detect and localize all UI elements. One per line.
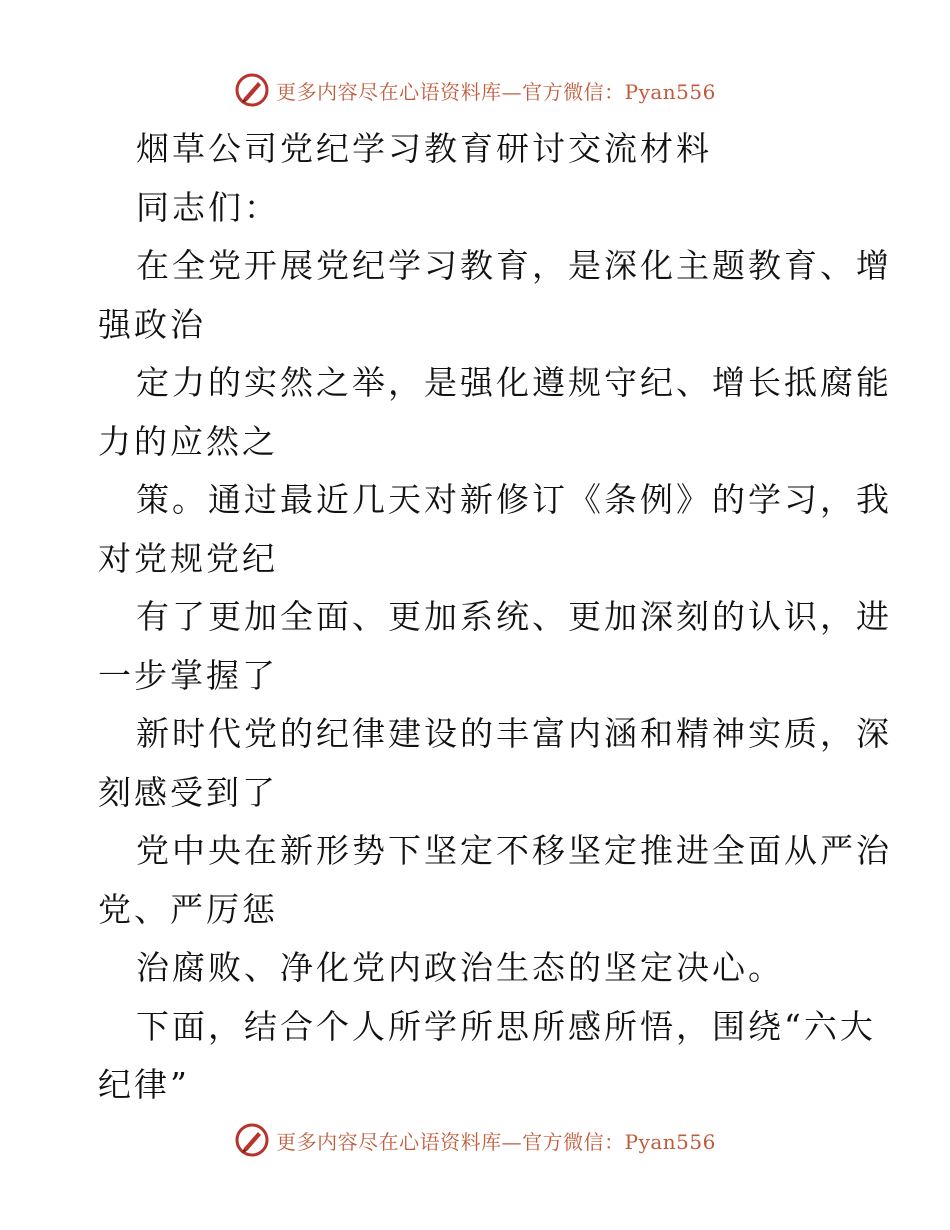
paragraph-line: 力的应然之 <box>98 421 278 461</box>
header-watermark <box>0 70 950 110</box>
paragraph-line: 党中央在新形势下坚定不移坚定推进全面从严治 <box>136 831 892 870</box>
paragraph-line: 强政治 <box>98 304 206 344</box>
document-title: 烟草公司党纪学习教育研讨交流材料 <box>136 129 712 168</box>
paragraph-line: 在全党开展党纪学习教育，是深化主题教育、增 <box>136 246 892 285</box>
greeting: 同志们： <box>136 187 280 227</box>
footer-watermark <box>0 1120 950 1160</box>
paragraph-line: 治腐败、净化党内政治生态的坚定决心。 <box>136 948 784 987</box>
paragraph-line: 纪律” <box>98 1065 190 1104</box>
pen-logo-icon <box>234 1122 270 1158</box>
paragraph-line: 新时代党的纪律建设的丰富内涵和精神实质，深 <box>136 714 892 753</box>
paragraph-line: 对党规党纪 <box>98 538 278 578</box>
paragraph-line: 定力的实然之举，是强化遵规守纪、增长抵腐能 <box>136 363 892 402</box>
paragraph-line: 一步掌握了 <box>98 655 278 695</box>
paragraph-line: 党、严厉惩 <box>98 889 278 929</box>
watermark-text: 更多内容尽在心语资料库—官方微信：Pyan556 <box>276 1129 716 1154</box>
paragraph-line: 有了更加全面、更加系统、更加深刻的认识，进 <box>136 597 892 636</box>
paragraph-line: 刻感受到了 <box>98 772 278 812</box>
paragraph-line: 策。通过最近几天对新修订《条例》的学习，我 <box>136 480 892 519</box>
pen-logo-icon <box>234 72 270 108</box>
paragraph-line: 下面，结合个人所学所思所感所悟，围绕“六大 <box>136 1006 876 1046</box>
document-body <box>98 120 892 1115</box>
watermark-text: 更多内容尽在心语资料库—官方微信：Pyan556 <box>276 79 716 104</box>
